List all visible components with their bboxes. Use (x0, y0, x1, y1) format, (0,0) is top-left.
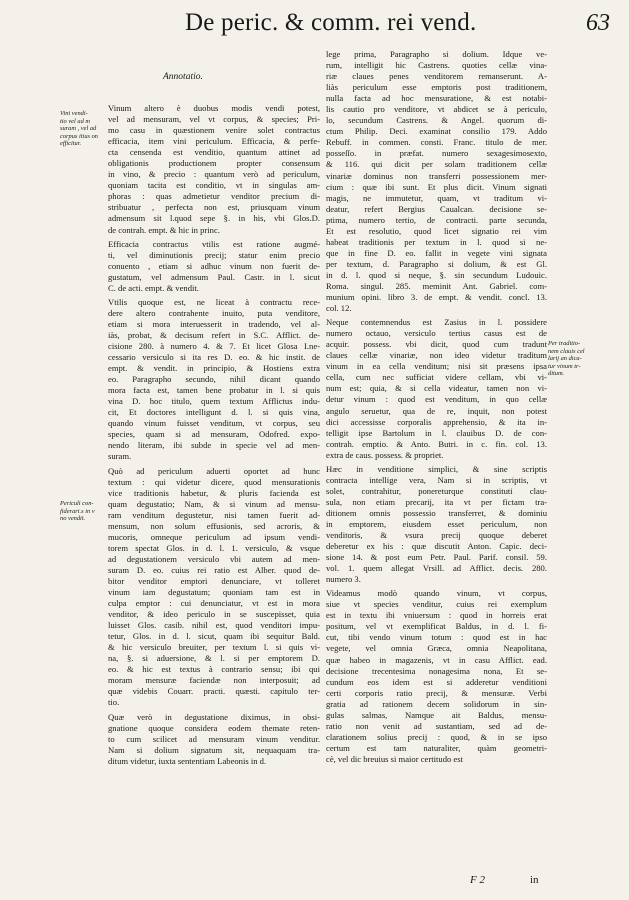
side-note-line: Per traditio- (548, 340, 581, 347)
text-line: lis cautio pro venditore, vt abdicet se à periculo, (326, 104, 547, 115)
text-line: nendo literam, ibi subde in specie vel ad men- (108, 440, 320, 451)
text-line: rum, intelligit hic Castrens. quoties cellæ vina- (326, 60, 547, 71)
text-line: numero 3. (326, 574, 361, 585)
text-line: luisset Glos. casib. nihil est, quod venditori impu- (108, 620, 320, 631)
text-line: lege prima, Paragrapho si dolium. Idque ve- (326, 49, 547, 59)
text-line: obligationis productionem propter consensum (108, 158, 320, 169)
annotation-title: Annotatio. (163, 72, 203, 82)
text-line: vice traditionis habetur, & pluris facienda est (108, 487, 320, 498)
text-line: Vtilis quoque est, ne liceat à contractu rece- (108, 296, 320, 307)
text-line: venditoris, & vsura precij quoque deberet (326, 530, 547, 541)
text-line: vinariæ dominus non transferri possessionem mer- (326, 170, 547, 181)
text-line: Efficacia contractus vtilis est ratione augmé- (108, 238, 320, 249)
side-note-1 (60, 110, 106, 148)
text-line: in d. l. quod si neque, §. sin secundum Ludouic. (326, 269, 547, 280)
text-line: riæ claues penes venditorem remanserunt. A- (326, 71, 547, 82)
left-column (108, 103, 320, 767)
text-line: solet, contrahitur, ponereturque constituti clau- (326, 485, 547, 496)
text-line: vinum iam degustatum; quoniam tam est in (108, 587, 320, 598)
text-line: contracta intellige vera, Nam si in scriptis, vt (326, 474, 547, 485)
text-line: & 116. qui dicit per solam traditionem cellæ (326, 159, 547, 170)
text-line: vina D. hoc titulo, quem textum Afflictus indu- (108, 396, 320, 407)
side-note-line: suram , vel ad (60, 125, 97, 133)
text-line: habeat traditionis per textum in l. quod si ne- (326, 236, 547, 247)
side-note-line: larij an dica- (548, 355, 582, 363)
text-line: telligit ipse Bartolum in l. clauibus D. de con- (326, 427, 547, 438)
text-line: suram. (108, 451, 132, 462)
text-line: Quò ad periculum aduerti oportet ad hunc (108, 465, 320, 476)
side-note-line: tio vel ad m (60, 117, 90, 125)
page-number: 63 (586, 10, 610, 36)
text-line: deatur, refert Bergius Caualcan. decisione se- (326, 203, 547, 214)
text-line: culpa emptor : cui denunciatur, vt est in mora (108, 598, 320, 609)
text-line: quoniam tacita est conditio, vt in singulas am- (108, 180, 320, 191)
text-line: siue vt species venditur, cuius rei exemplum (326, 599, 547, 610)
side-note-3 (548, 340, 596, 378)
text-line: Nam si dolium signatum sit, nequaquam tra- (108, 744, 320, 755)
side-note-line: Vini vendi- (60, 110, 88, 117)
text-line: bitor venditor emptori denunciare, vt tolleret (108, 575, 320, 586)
side-note-line: nem clauis cel (548, 347, 585, 355)
text-line: per textum, d. Paragrapho si dolium, & est Gl. (326, 258, 547, 269)
text-line: cella, cum nec sufficiat videre cellam, vbi vi- (326, 372, 547, 383)
text-line: & hic versiculo breuiter, per textum l. si quis vi- (108, 642, 320, 653)
text-line: lo, secundum Castrens. & Angel. quorum di- (326, 115, 547, 126)
text-line: sula, non etiam precarij, ita vt per fictam tra- (326, 496, 547, 507)
text-line: est in textu ibi vniuersum : quod in horreis erat (326, 610, 547, 621)
running-head: De peric. & comm. rei vend. (185, 9, 477, 36)
text-line: vel ad mensuram, vel vt corpus, & species; Pri- (108, 114, 320, 125)
text-line: quæ habeo in magazenis, vt in casu Afflict. ead. (326, 654, 547, 665)
text-line: posseſſo. in præfat. numero sexagesimosexto, (326, 148, 547, 159)
text-line: ratio non venit ad sustantiam, sed ad de- (326, 720, 547, 731)
text-line: Quæ verò in degustatione diximus, in obsi- (108, 711, 320, 722)
text-line: gnatione quoque considera eodem themate reten- (108, 722, 320, 733)
text-line: na, §. si aduersione, & l. si per emptorem D. (108, 653, 320, 664)
text-line: C. de acti. empt. & vendit. (108, 282, 199, 293)
text-line: Vinum altero è duobus modis vendi potest, (108, 103, 320, 113)
text-line: mora facta est, tamen bene probatur in l. si quis (108, 385, 320, 396)
right-column (326, 49, 547, 765)
text-line: num est; quia, & si cella videatur, tamen non vi- (326, 383, 547, 394)
text-line: cè, vel dic breuius si maior certitudo est (326, 753, 463, 764)
text-line: quam degustatio; Nam, & si vinum ad mensu- (108, 498, 320, 509)
text-line: ditionem omnis possessio transferret, & dominiu (326, 507, 547, 518)
text-line: suram D. eo. cuius rei ratio est Alber. quod de- (108, 564, 320, 575)
text-line: iàs, probat, & decisum refert in S.C. Afflict. de- (108, 329, 320, 340)
text-line: cessario versiculo si ita res D. eo. & hic instit. de (108, 352, 320, 363)
text-line: contrah. emptio. & Anto. Butri. in c. fin. col. 13. (326, 438, 547, 449)
text-line: ram venditum degustetur, nisi tamen fuerit ad- (108, 509, 320, 520)
text-line: acquir. possess. vbi dicit, quod cum tradunt (326, 339, 547, 350)
side-note-line: corpus itius on (60, 132, 98, 140)
text-line: empt. & vendit. in principio, & Hostiens extra (108, 363, 320, 374)
text-line: certum est tam naturaliter, quàm geometri- (326, 742, 547, 753)
text-line: dici accessisse corporalis apprehensio, & ita in- (326, 416, 547, 427)
text-line: efficacia, item vini periculum. Efficacia, & perfe- (108, 136, 320, 147)
signature-mark: F 2 (470, 874, 485, 886)
text-line: gustatum, vel admensum Paul. Castr. in l. sicut (108, 271, 320, 282)
text-line: moram mensuræ faciendæ non interposuit; ad (108, 675, 320, 686)
text-line: venditor, & ideo periculo in se suscepisset, quia (108, 609, 320, 620)
text-line: detur vinum : quod est venditum, in quo cellæ (326, 394, 547, 405)
text-line: etiam si mora interuesserit in tradendo, vel al- (108, 318, 320, 329)
text-line: ti, vel diminutionis precij; statur enim precio (108, 249, 320, 260)
text-line: Rebuff. in commen. consti. Franc. titulo de mer. (326, 137, 547, 148)
catchword: in (530, 874, 539, 886)
text-line: eo. & hic est textus à contrario sensu; ibi qui (108, 664, 320, 675)
text-line: textum : qui videtur dicere, quod mensurationis (108, 476, 320, 487)
text-line: phoras : quas admetietur venditor precium di- (108, 191, 320, 202)
text-line: quando vinum fuisset venditum, vt corpus, seu (108, 418, 320, 429)
text-line: que in fine D. eo. fallit in vegete vini signata (326, 247, 547, 258)
side-note-line: tur vinum tr- (548, 362, 581, 370)
text-line: cit, Et doctores intelligunt d. l. si quis vina, (108, 407, 320, 418)
text-line: Hæc in venditione simplici, & sine scriptis (326, 463, 547, 474)
text-line: stribuatur , perfecta non est, priusquam vinum (108, 202, 320, 213)
text-line: eo. Paragrapho secundo, nihil dicant quando (108, 374, 320, 385)
text-line: positum, vel vt exemplificat Baldus, in d. l. fi- (326, 621, 547, 632)
text-line: gratia ad rationem decem solidorum in sin- (326, 698, 547, 709)
text-line: tetur, Glos. in d. l. sicut, quam ibi sequitur Bald. (108, 631, 320, 642)
text-line: gulas salmas, Namque ait Baldus, mensu- (326, 709, 547, 720)
text-line: ptima, numero tertio, de contracti. parte secunda, (326, 214, 547, 225)
text-line: Roma. singul. 285. meminit Ant. Gabriel. com- (326, 280, 547, 291)
text-line: mo casu in quæstionem venire solet contractus (108, 125, 320, 136)
text-line: extra de caus. possess. & propriet. (326, 449, 444, 460)
text-line: col. 12. (326, 303, 352, 314)
text-line: in vino, & precio : quantum verò ad periculum, (108, 169, 320, 180)
text-line: vinum in ea cella venditum; nisi sit præsens ipsa (326, 361, 547, 372)
text-line: certi corporis ratio precij, & mensuræ. Verbi (326, 687, 547, 698)
text-line: mensum, non solum effusionis, sed acroris, & (108, 520, 320, 531)
text-line: to cum scilicet ad mensuram vinum venditur. (108, 733, 320, 744)
text-line: in emptorem, eiusdem esset periculum, non (326, 518, 547, 529)
text-line: mucoris, omneque periculum ad ipsum vendi- (108, 531, 320, 542)
text-line: sione 14. & post eum Petr. Paul. Parif. consil. 59. (326, 552, 547, 563)
text-line: vol. 1. quem allegat Vrsill. ad Afflict. decis. 280. (326, 563, 547, 574)
text-line: cium : quæ ibi sunt. Et plus dicit. Vinum signati (326, 181, 547, 192)
text-line: ctum Philip. Deci. examinat consilio 179. Addo (326, 126, 547, 137)
text-line: munium opini. libro 3. de empt. & vendit. concl. 13. (326, 292, 547, 303)
side-note-2 (60, 500, 106, 523)
text-line: ditum videtur, iuxta sententiam Labeonis in d. (108, 755, 267, 766)
text-line: cut, tibi vendo vinum totum : quod est in hac (326, 632, 547, 643)
text-line: liàs periculum esse emptoris post traditionem, (326, 82, 547, 93)
side-note-line: Periculi con- (60, 500, 94, 507)
text-line: cta censenda est venditio, quantum attinet ad (108, 147, 320, 158)
text-line: conuento , etiam si adhuc vinum non fuerit de- (108, 260, 320, 271)
text-line: deberetur ex his : quæ discutit Anton. Capic. deci- (326, 541, 547, 552)
text-line: clarationem solius precij : quod, & in se ipso (326, 731, 547, 742)
text-line: Et est resolutio, quod licet signatio rei vim (326, 225, 547, 236)
text-line: decisione trecentesima nonagesima nona, Et se- (326, 665, 547, 676)
text-line: admensum sit l.quod sepe §. in his, vbi Glos.D. (108, 213, 320, 224)
text-line: quæ videbis Couarr. practi. quæsti. capitulo ter- (108, 686, 320, 697)
text-line: claues cellæ vinariæ, non ideo videtur traditum (326, 350, 547, 361)
side-note-line: fiderari.s in v (60, 507, 95, 515)
text-line: Videamus modò quando vinum, vt corpus, (326, 588, 547, 599)
text-line: cundum eos idem est si adderetur venditioni (326, 676, 547, 687)
text-line: torem spectat Glos. in d. l. 1. versiculo, & vsque (108, 542, 320, 553)
text-line: Neque contemnendus est Zasius in l. possidere (326, 317, 547, 328)
side-note-line: ditum. (548, 370, 565, 378)
text-line: tio. (108, 697, 120, 708)
side-note-line: efficitur. (60, 140, 82, 148)
text-line: nulla facta ad hoc mensuratione, & est notabi- (326, 93, 547, 104)
text-line: de contrah. empt. & hic in princ. (108, 224, 220, 235)
text-line: species, quam si ad mensuram, Odofred. expo- (108, 429, 320, 440)
side-note-line: no vendit. (60, 515, 86, 523)
text-line: angulo seruetur, qua de re, inquit, non potest (326, 405, 547, 416)
text-line: magis, ne immutetur, quam, vt traditum vi- (326, 192, 547, 203)
text-line: numero octauo, versiculo tertius casus est de (326, 328, 547, 339)
text-line: vegete, vel omnia Græca, omnia Neapolitana, (326, 643, 547, 654)
text-line: cisione 280. à numero 4. & 7. Et licet Glosa I.ne- (108, 340, 320, 351)
text-line: dere altero contrahente inuito, puta venditore, (108, 307, 320, 318)
text-line: ad degustationem versiculo vbi autem ad men- (108, 553, 320, 564)
